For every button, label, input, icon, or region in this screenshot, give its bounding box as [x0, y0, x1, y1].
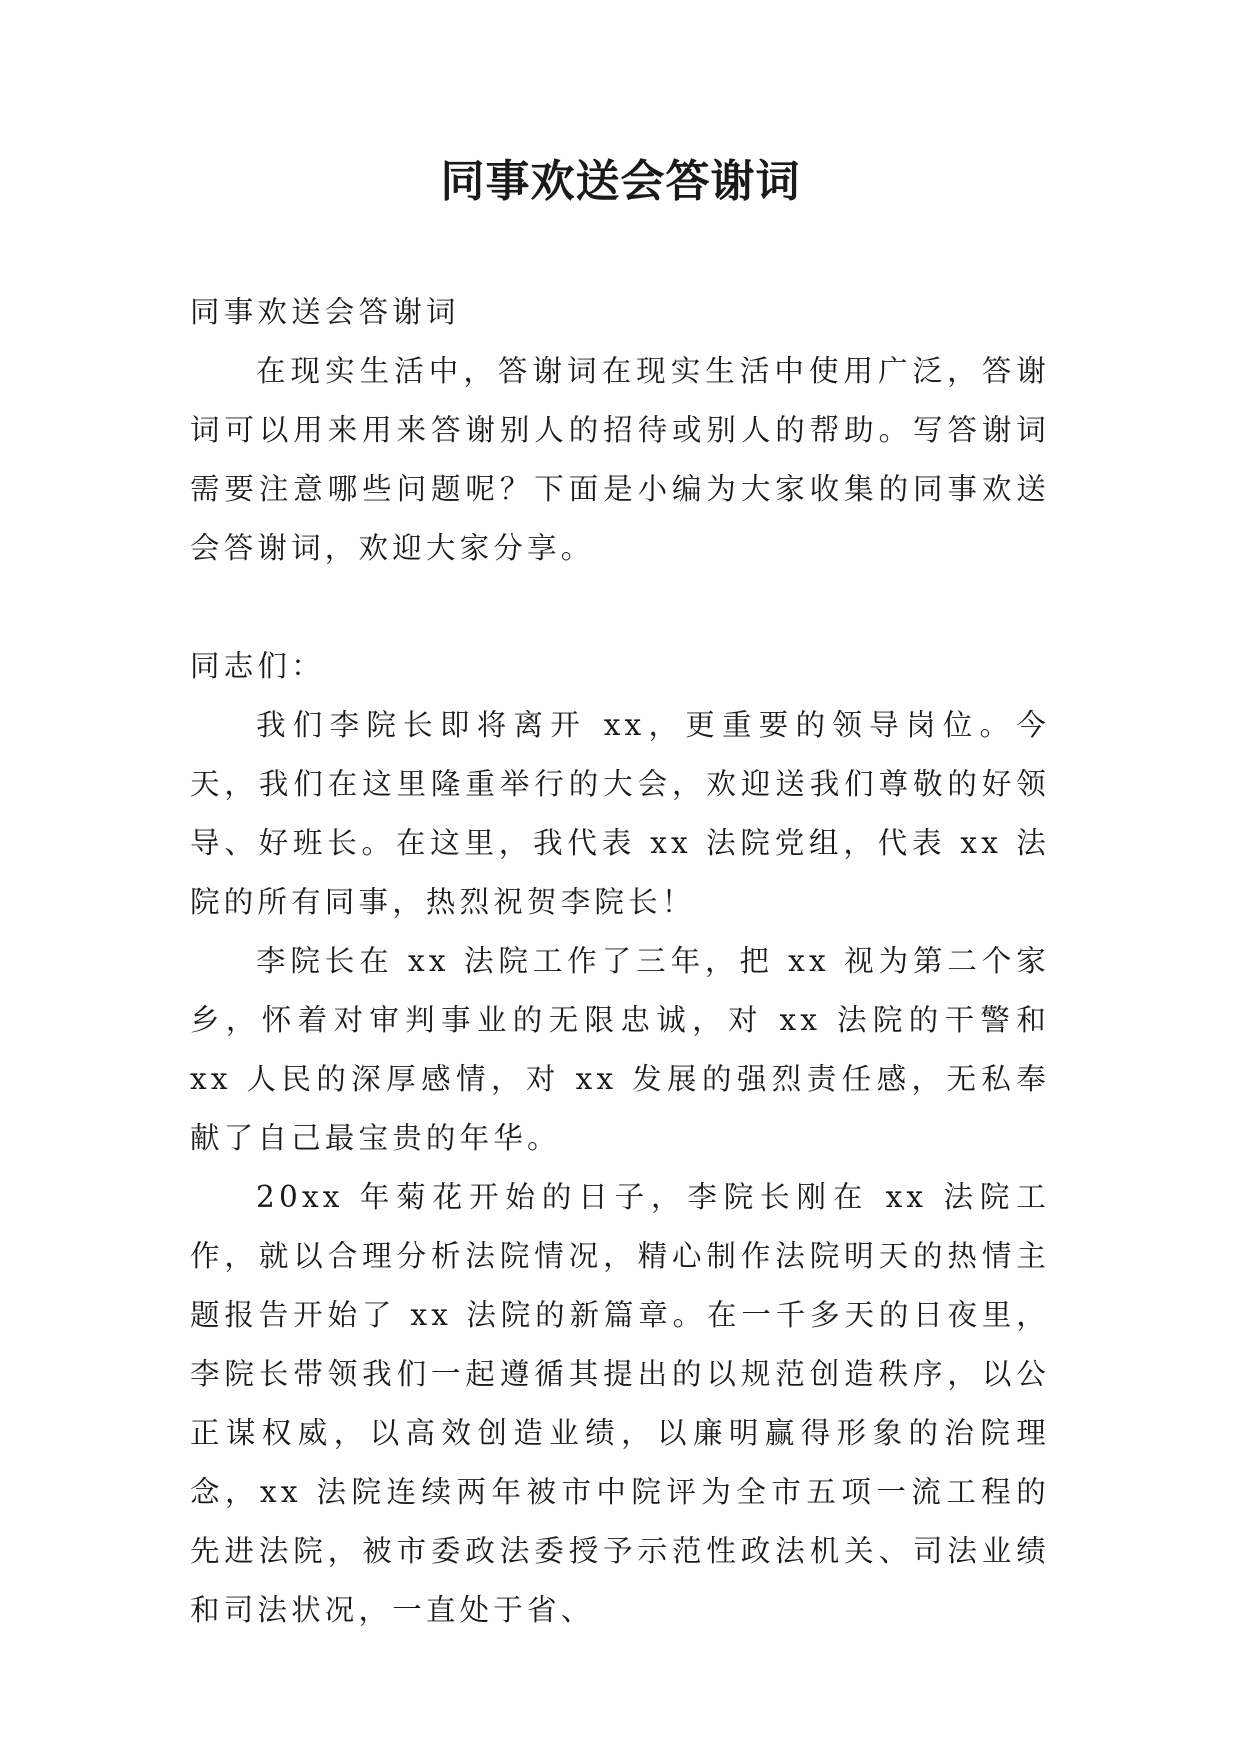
body-paragraph-3: 20xx 年菊花开始的日子，李院长刚在 xx 法院工作，就以合理分析法院情况，精心制作法院明天的热情主题报告开始了 xx 法院的新篇章。在一千多天的日夜里，李院长带领我们一起遵循其提出的以规范创造秩序，以公正谋权威，以高效创造业绩，以廉明赢得形象的治院理念，xx 法院连续两年被市中院评为全市五项一流工程的先进法院，被市委政法委授予示范性政法机关、司法业绩和司法状况，一直处于省、: [190, 1180, 1050, 1627]
body-paragraph-2: 李院长在 xx 法院工作了三年，把 xx 视为第二个家乡，怀着对审判事业的无限忠诚，对 xx 法院的干警和 xx 人民的深厚感情，对 xx 发展的强烈责任感，无私奉献了自己最宝贵的年华。: [190, 944, 1050, 1155]
intro-paragraph: 在现实生活中，答谢词在现实生活中使用广泛，答谢词可以用来用来答谢别人的招待或别人的帮助。写答谢词需要注意哪些问题呢？下面是小编为大家收集的同事欢送会答谢词，欢迎大家分享。: [190, 354, 1050, 565]
document-subtitle: 同事欢送会答谢词: [190, 295, 460, 329]
salutation: 同志们：: [190, 649, 325, 683]
paragraph-spacer: [190, 578, 1050, 637]
document-body: [190, 283, 1050, 1640]
body-paragraph-1: 我们李院长即将离开 xx，更重要的领导岗位。今天，我们在这里隆重举行的大会，欢迎送我们尊敬的好领导、好班长。在这里，我代表 xx 法院党组，代表 xx 法院的所有同事，热烈祝贺李院长！: [190, 708, 1050, 919]
document-title: 同事欢送会答谢词: [440, 156, 801, 207]
